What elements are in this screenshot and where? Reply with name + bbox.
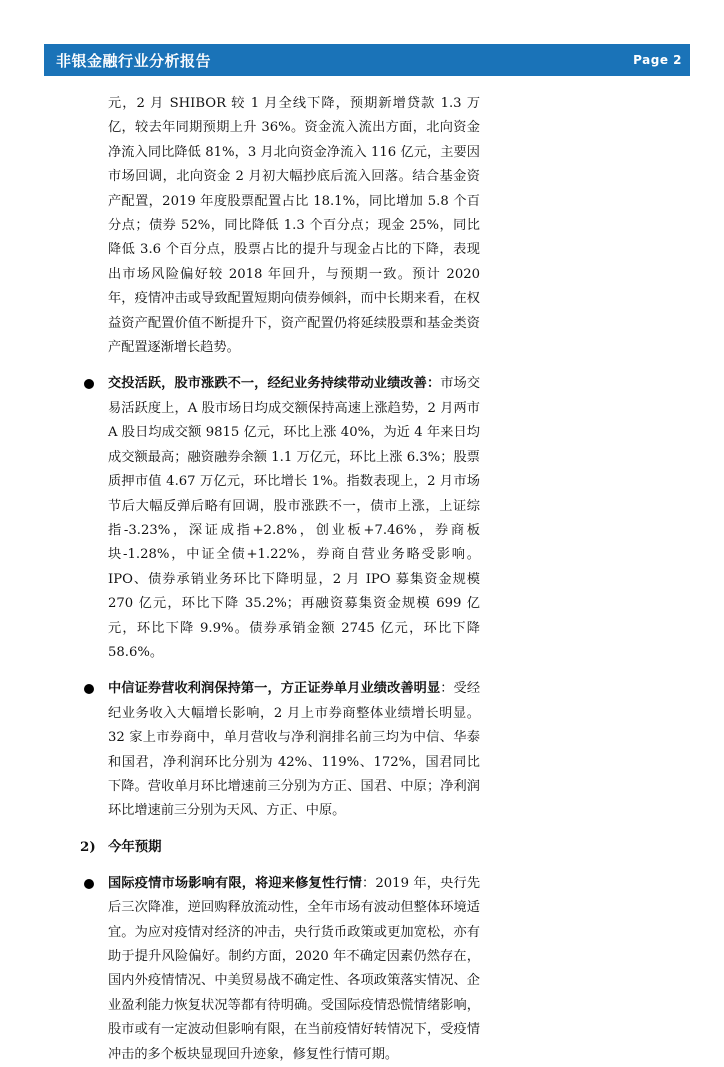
section-title: 今年预期 <box>108 838 162 855</box>
bullet-text <box>108 372 480 665</box>
bullet-item-trading <box>80 372 480 665</box>
bullet-lead: 国际疫情市场影响有限，将迎来修复性行情 <box>108 875 363 891</box>
bullet-item-brokers <box>80 677 480 823</box>
bullet-lead: 中信证券营收利润保持第一，方正证券单月业绩改善明显 <box>108 681 441 697</box>
bullet-lead: 交投活跃，股市涨跌不一，经纪业务持续带动业绩改善： <box>108 376 441 392</box>
report-body <box>80 92 480 1067</box>
bullet-text <box>108 872 480 1067</box>
bullet-text <box>108 677 480 823</box>
bullet-dot-icon <box>84 879 94 889</box>
bullet-body: ：2019 年，央行先后三次降准，逆回购释放流动性，全年市场有波动但整体环境适宜。为应对疫情对经济的冲击，央行货币政策或更加宽松，亦有助于提升风险偏好。制约方面，2020 年不确定因素仍然存在，国内外疫情情况、中美贸易战不确定性、各项政策落实情况、企业盈利能力恢复状况等都有待明确。受国际疫情恐慌情绪影响，股市或有一定波动但影响有限，在当前疫情好转情况下，受疫情冲击的多个板块显现回升迹象，修复性行情可期。 <box>108 875 481 1062</box>
bullet-body: ：受经纪业务收入大幅增长影响，2 月上市券商整体业绩增长明显。32 家上市券商中，单月营收与净利润排名前三均为中信、华泰和国君，净利润环比分别为 42%、119%、172%，国君同比下降。营收单月环比增速前三分别为方正、国君、中原；净利润环比增速前三分别为天风、方正、中原。 <box>108 681 481 819</box>
page-number: Page 2 <box>633 53 682 67</box>
section-number: 2) <box>80 838 96 855</box>
intro-paragraph: 元，2 月 SHIBOR 较 1 月全线下降，预期新增贷款 1.3 万亿，较去年同期预期上升 36%。资金流入流出方面，北向资金净流入同比降低 81%，3 月北向资金净流入 116 亿元，主要因市场回调，北向资金 2 月初大幅抄底后流入回落。结合基金资产配置，2019 年度股票配置占比 18.1%，同比增加 5.8 个百分点；债券 52%，同比降低 1.3 个百分点；现金 25%，同比降低 3.6 个百分点，股票占比的提升与现金占比的下降，表现出市场风险偏好较 2018 年回升，与预期一致。预计 2020 年，疫情冲击或导致配置短期向债券倾斜，而中长期来看，在权益资产配置价值不断提升下，资产配置仍将延续股票和基金类资产配置逐渐增长趋势。 <box>108 96 480 356</box>
bullet-body: 市场交易活跃度上，A 股市场日均成交额保持高速上涨趋势，2 月两市 A 股日均成交额 9815 亿元，环比上涨 40%，为近 4 年来日均成交额最高；融资融券余额 1.1 万亿元，环比上涨 6.3%；股票质押市值 4.67 万亿元，环比增长 1%。指数表现上，2 月市场节后大幅反弹后略有回调，股市涨跌不一，债市上涨，上证综指-3.23%，深证成指+2.8%，创业板+7.46%，券商板块-1.28%，中证全债+1.22%，券商自营业务略受影响。IPO、债券承销业务环比下降明显，2 月 IPO 募集资金规模 270 亿元，环比下降 35.2%；再融资募集资金规模 699 亿元，环比下降 9.9%。债券承销金额 2745 亿元，环比下降 58.6%。 <box>108 376 481 660</box>
report-title: 非银金融行业分析报告 <box>56 51 212 70</box>
report-header-bar <box>44 44 690 76</box>
bullet-item-forecast <box>80 872 480 1067</box>
bullet-dot-icon <box>84 684 94 694</box>
bullet-dot-icon <box>84 379 94 389</box>
section-heading <box>80 834 480 860</box>
